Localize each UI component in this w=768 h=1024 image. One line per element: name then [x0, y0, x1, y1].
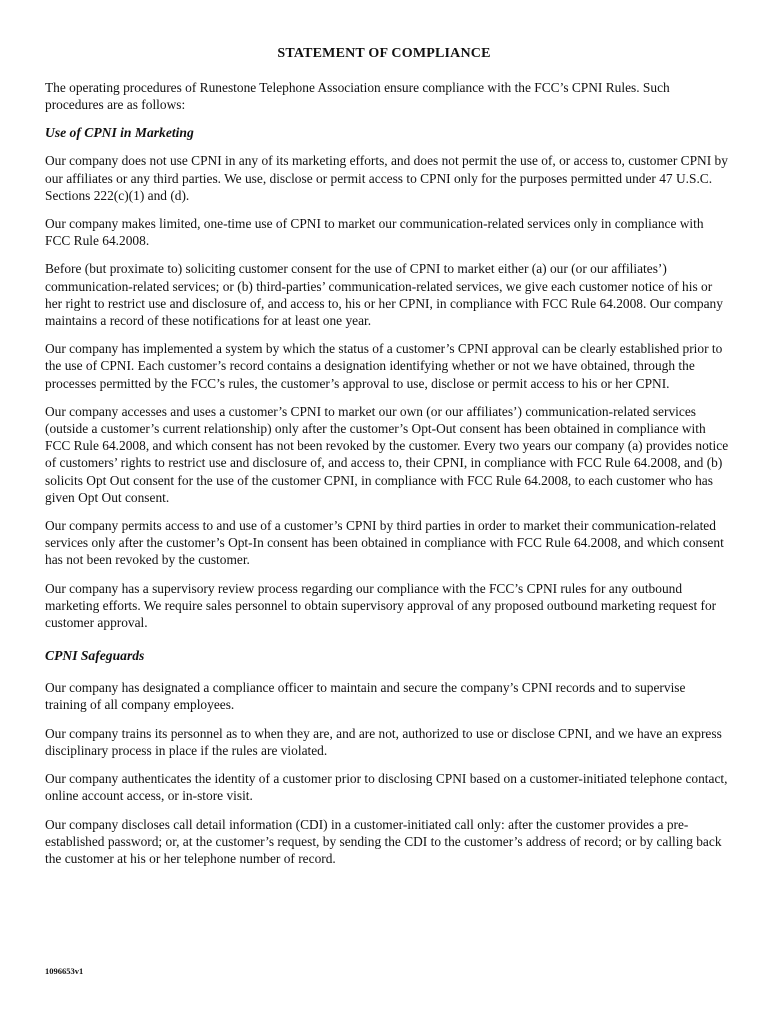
- paragraph: Before (but proximate to) soliciting customer consent for the use of CPNI to market either (a) our (or our affiliates’) communication-related services; or (b) third-parties’ communication-related services, we give each customer notice of his or her right to restrict use and disclosure of, and access to, his or her CPNI, in compliance with FCC Rule 64.2008. Our company maintains a record of these notifications for at least one year.: [45, 261, 723, 329]
- document-id-footer: 1096653v1: [45, 966, 84, 976]
- paragraph: Our company has designated a compliance officer to maintain and secure the company’s CPNI records and to supervise training of all company employees.: [45, 680, 686, 713]
- paragraph: Our company does not use CPNI in any of its marketing efforts, and does not permit the use of, or access to, customer CPNI by our affiliates or any third parties. We use, disclose or permit access to CPNI only for the purposes permitted under 47 U.S.C. Sections 222(c)(1) and (d).: [45, 153, 728, 203]
- paragraph: Our company has implemented a system by which the status of a customer’s CPNI approval can be clearly established prior to the use of CPNI. Each customer’s record contains a designation identifying whether or not we have obtained, through the processes permitted by the FCC’s rules, the customer’s approval to use, disclose or permit access to his or her CPNI.: [45, 341, 723, 391]
- paragraph: Our company trains its personnel as to when they are, and are not, authorized to use or disclose CPNI, and we have an express disciplinary process in place if the rules are violated.: [45, 725, 722, 758]
- section-heading-marketing: Use of CPNI in Marketing: [45, 125, 194, 141]
- paragraph: Our company has a supervisory review process regarding our compliance with the FCC’s CPNI rules for any outbound marketing efforts. We require sales personnel to obtain supervisory approval of any proposed outbound marketing request for customer approval.: [45, 580, 717, 631]
- paragraph: Our company discloses call detail information (CDI) in a customer-initiated call only: after the customer provides a pre-established password; or, at the customer’s request, by sending the CDI to the customer’s address of record; or by calling back the customer at his or her telephone number of record.: [45, 816, 722, 866]
- intro-paragraph: The operating procedures of Runestone Telephone Association ensure compliance with the FCC’s CPNI Rules. Such procedures are as follows:: [45, 80, 670, 113]
- paragraph: Our company makes limited, one-time use of CPNI to market our communication-related services only in compliance with FCC Rule 64.2008.: [45, 216, 704, 249]
- section-heading-safeguards: CPNI Safeguards: [45, 648, 145, 664]
- document-title: STATEMENT OF COMPLIANCE: [277, 46, 491, 61]
- paragraph: Our company permits access to and use of a customer’s CPNI by third parties in order to market their communication-related services only after the customer’s Opt-In consent has been obtained in compliance with FCC Rule 64.2008, and which consent has not been revoked by the customer.: [45, 518, 724, 568]
- document-body: [45, 79, 730, 878]
- paragraph: Our company accesses and uses a customer’s CPNI to market our own (or our affiliates’) communication-related services (outside a customer’s current relationship) only after the customer’s Opt-Out consent has been obtained in compliance with FCC Rule 64.2008, and which consent has not been revoked by the customer. Every two years our company (a) provides notice of customers’ rights to restrict use and disclosure of, and access to, their CPNI, in compliance with FCC Rule 64.2008, and (b) solicits Opt Out consent for the use of the customer CPNI, in compliance with FCC Rule 64.2008, to each customer who has given Opt Out consent.: [45, 403, 729, 505]
- paragraph: Our company authenticates the identity of a customer prior to disclosing CPNI based on a customer-initiated telephone contact, online account access, or in-store visit.: [45, 771, 728, 804]
